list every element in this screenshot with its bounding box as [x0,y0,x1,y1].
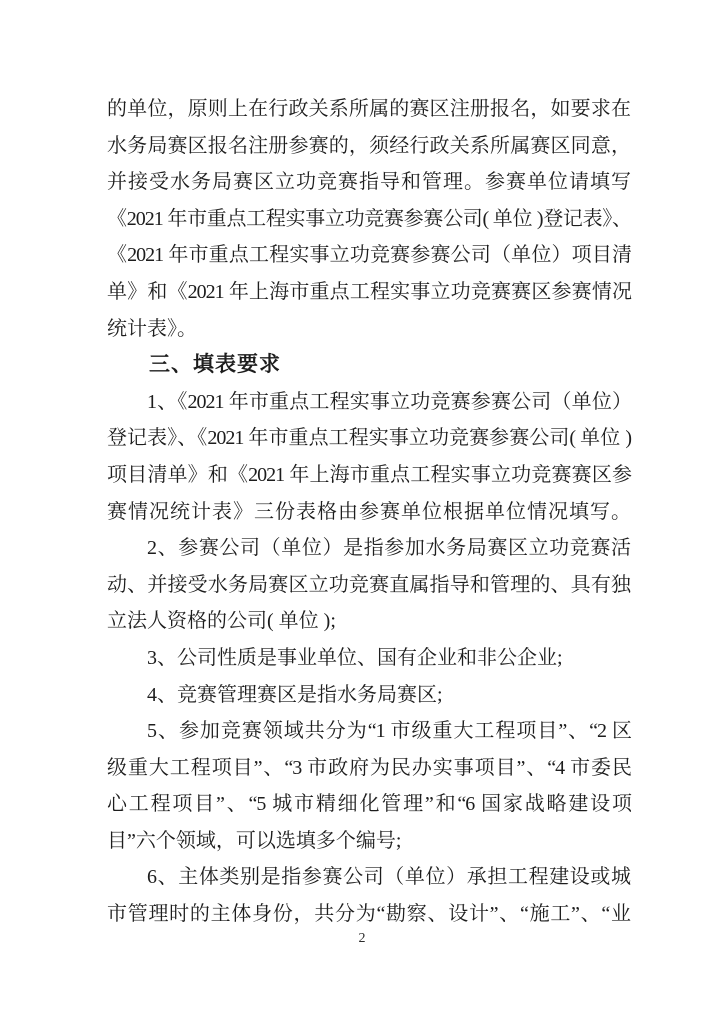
text-line: 4、竞赛管理赛区是指水务局赛区; [147,683,443,706]
text-line: 5、参加竞赛领域共分为“1 市级重大工程项目”、“2 区 [147,720,631,743]
section-heading: 三、填表要求 [149,353,281,377]
text-line: 级重大工程项目”、“3 市政府为民办实事项目”、“4 市委民 [107,756,631,779]
text-line: 动、并接受水务局赛区立功竞赛直属指导和管理的、具有独 [107,573,631,596]
text-line: 1、《2021 年市重点工程实事立功竞赛参赛公司（单位） [147,390,631,413]
text-line: 2、参赛公司（单位）是指参加水务局赛区立功竞赛活 [147,537,631,560]
text-line: 的单位，原则上在行政关系所属的赛区注册报名，如要求在 [107,98,631,120]
text-line: 并接受水务局赛区立功竞赛指导和管理。参赛单位请填写 [107,171,631,194]
text-line: 登记表》、《2021 年市重点工程实事立功竞赛参赛公司( 单位 ) [107,427,631,450]
text-line: 6、主体类别是指参赛公司（单位）承担工程建设或城 [147,866,631,889]
text-line: 3、公司性质是事业单位、国有企业和非公企业; [147,646,563,669]
text-line: 市管理时的主体身份，共分为“勘察、设计”、“施工”、“业 [107,903,631,926]
text-line: 《2021 年市重点工程实事立功竞赛参赛公司（单位）项目清 [107,244,631,267]
text-line: 心工程项目”、“5 城市精细化管理”和“6 国家战略建设项 [107,793,631,816]
page-number: 2 [358,931,366,946]
text-line: 立法人资格的公司( 单位 ); [107,610,336,633]
document-body [107,91,631,933]
text-line: 水务局赛区报名注册参赛的，须经行政关系所属赛区同意， [107,134,631,157]
text-line: 统计表》。 [107,317,197,340]
text-line: 《2021 年市重点工程实事立功竞赛参赛公司( 单位 )登记表》、 [107,207,631,230]
text-line: 项目清单》和《2021 年上海市重点工程实事立功竞赛赛区参 [107,463,631,486]
text-line: 单》和《2021 年上海市重点工程实事立功竞赛赛区参赛情况 [107,280,631,303]
text-line: 目”六个领域，可以选填多个编号; [107,829,402,852]
text-line: 赛情况统计表》三份表格由参赛单位根据单位情况填写。 [107,500,631,523]
